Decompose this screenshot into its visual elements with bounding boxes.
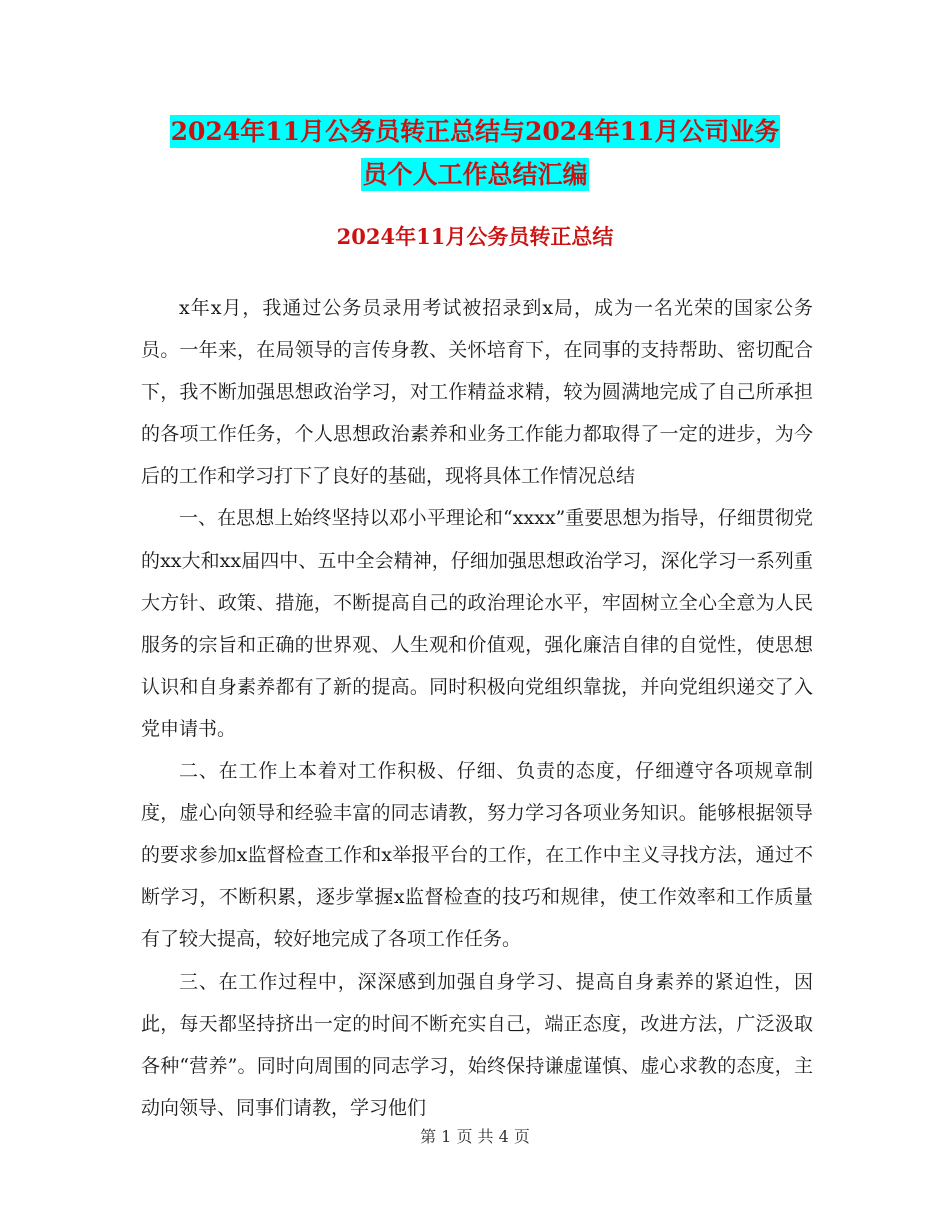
paragraph-1: 一、在思想上始终坚持以邓小平理论和“xxxx”重要思想为指导，仔细贯彻党的xx大和xx届四中、五中全会精神，仔细加强思想政治学习，深化学习一系列重大方针、政策、措施，不断提高自己的政治理论水平，牢固树立全心全意为人民服务的宗旨和正确的世界观、人生观和价值观，强化廉洁自律的自觉性，使思想认识和自身素养都有了新的提高。同时积极向党组织靠拢，并向党组织递交了入党申请书。 xyxy=(141,507,813,740)
paragraph-2: 二、在工作上本着对工作积极、仔细、负责的态度，仔细遵守各项规章制度，虚心向领导和经验丰富的同志请教，努力学习各项业务知识。能够根据领导的要求参加x监督检查工作和x举报平台的工作，在工作中主义寻找方法，通过不断学习，不断积累，逐步掌握x监督检查的技巧和规律，使工作效率和工作质量有了较大提高，较好地完成了各项工作任务。 xyxy=(141,760,813,951)
title-highlight-1: 2024年11月公务员转正总结与2024年11月公司业务 xyxy=(170,117,780,146)
title-highlight-2: 员个人工作总结汇编 xyxy=(362,160,588,189)
body-text xyxy=(141,287,813,1129)
paragraph-3: 三、在工作过程中，深深感到加强自身学习、提高自身素养的紧迫性，因此，每天都坚持挤出一定的时间不断充实自己，端正态度，改进方法，广泛汲取各种“营养”。同时向周围的同志学习，始终保持谦虚谨慎、虚心求教的态度，主动向领导、同事们请教，学习他们 xyxy=(141,970,813,1119)
document-title-line-2 xyxy=(0,150,950,200)
section-title: 2024年11月公务员转正总结 xyxy=(336,224,614,249)
paragraph-intro: x年x月，我通过公务员录用考试被招录到x局，成为一名光荣的国家公务员。一年来，在局领导的言传身教、关怀培育下，在同事的支持帮助、密切配合下，我不断加强思想政治学习，对工作精益求精，较为圆满地完成了自己所承担的各项工作任务，个人思想政治素养和业务工作能力都取得了一定的进步，为今后的工作和学习打下了良好的基础，现将具体工作情况总结 xyxy=(141,297,813,488)
page-footer: 第 1 页 共 4 页 xyxy=(420,1127,530,1146)
